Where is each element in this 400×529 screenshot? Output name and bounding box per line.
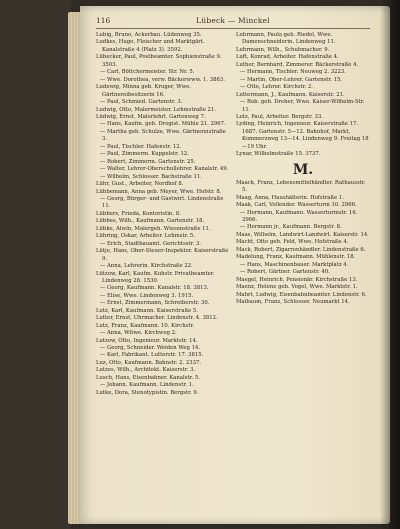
directory-entry: — Hermann jr., Kaufmann. Bergstr. 8. — [240, 224, 342, 231]
directory-entry: Macht, Otto geb. Feld, Wwe. Hofstraße 4. — [236, 239, 349, 246]
directory-entry: Lutz, Franz, Kaufmann. 10. Kirchstr. — [96, 322, 195, 329]
page-number: 116 — [96, 16, 111, 25]
directory-entry: Lusch, Hans, Eisenbahner. Kanalstr. 5. — [96, 374, 200, 381]
directory-entry: — Anna, Lehrerin. Kirchstraße 22. — [100, 263, 193, 270]
directory-entry: — Carl, Böttchermeister. Str. Nr. 5. — [100, 69, 195, 76]
directory-entry: — Martha geb. Schulze, Wwe. Gärtnereistraße 3. — [100, 128, 226, 143]
directory-entry: Lüdwig, Ernst, Malerlehrl. Gartenweg 7. — [96, 113, 206, 120]
directory-entry: Lyding, Heinrich, Ingenieur. Kaiserstraße 17. 1687. Gartenstr. 5—12. Bahnhof, Markt, Kommerzweg 13—14. Lindenweg 9. Freitag 18—19 Uhr. — [236, 121, 369, 150]
directory-entry: — Walter, Lehrer-Oberschullehrer. Kanalstr. 49. — [100, 166, 229, 173]
directory-entry: — Hans, Kaufm. geb. Drogist. Mühle 21. 2967. — [100, 121, 226, 128]
directory-entry: Madelung, Franz, Kaufmann. Mühlenstr. 18. — [236, 254, 356, 261]
directory-entry: — Ernst, Zimmermann, Schreiberstr. 30. — [100, 300, 210, 307]
directory-entry: Lübbers, Frieda, Kontoristin. 8. — [96, 210, 181, 217]
directory-entry: Maenz, Helene geb. Vogel, Wwe. Marktstr. 1. — [236, 284, 358, 291]
directory-entry: Luhrmann, Wilh., Schuhmacher. 9. — [236, 46, 330, 53]
directory-entry: — Georg, Schneider. Weiden Weg 14. — [100, 345, 201, 352]
directory-entry: Maak, Carl, Vollender. Wasserturm 10. 2966. — [236, 202, 357, 209]
directory-entry: Lutzow, Otto, Ingenieur. Marktstr. 14. — [96, 337, 198, 344]
directory-entry: — Anna, Witwe. Kirchweg 2. — [100, 330, 177, 337]
directory-entry: Mahrt, Ludwig, Eisenbahnbeamter. Lindenstr. 6. — [236, 291, 367, 298]
directory-entry: Luz, Otto, Kaufmann. Bahnstr. 2. 2337. — [96, 359, 202, 366]
right-column-bottom-entries — [236, 180, 370, 307]
directory-entry: Mack, Robert, Zigarrenhändler. Lindenstraße 6. — [236, 246, 366, 253]
left-column — [96, 32, 230, 520]
directory-entry: Lübbes, Wilh., Kaufmann. Gartenstr. 18. — [96, 218, 205, 225]
directory-entry: — Wilhelm, Schlosser. Bachstraße 11. — [100, 173, 202, 180]
directory-entry: — Georg, Kaufmann. Kanalstr. 18. 3813. — [100, 285, 209, 292]
directory-entry: Maibaum, Franz, Schlosser. Neumarkt 14. — [236, 298, 350, 305]
directory-entry: Luft, Konrad, Arbeiter. Hafenstraße 4. — [236, 54, 339, 61]
directory-entry: — Elise, Wwe. Lindenweg 3. 1915. — [100, 292, 194, 299]
directory-entry: Ludkes, Hugo, Fleischer und Marktgärt. Kanalstraße 4 (Platz 3). 3592. — [96, 39, 205, 53]
directory-entry: Lütje, Hans, Ober-Steuer-Inspektor. Kaiserstraße 9. — [96, 248, 229, 262]
page-edges — [68, 12, 80, 524]
directory-entry: — Georg, Bürger- und Gastwirt. Lindenstraße 11. — [100, 195, 224, 210]
directory-entry: Lützow, Karl, Kaufm. Kuhstr. Privatbeamter. Lindenweg 28. 1530. — [96, 270, 215, 284]
directory-entry: Lutke, Dora, Stenotypistin. Bergstr. 9. — [96, 389, 199, 396]
directory-entry: — Robert, Zimmerm. Gartenstr. 25. — [100, 158, 196, 165]
directory-entry: — Wwe. Dorothea, verw. Bäckerwww. 1. 3863. — [100, 76, 225, 83]
directory-entry: — Hermann, Tischler. Neuweg 2. 3223. — [240, 69, 346, 76]
running-head: Lübeck — Minckel — [196, 16, 270, 25]
directory-entry: Ludewig, Minna geb. Kruger, Wwe. Gärtnereibesitzerin 16. — [96, 84, 192, 98]
directory-entry: — Hans, Maschinenbauer. Marktplatz 4. — [240, 261, 349, 268]
header-rule — [96, 28, 370, 29]
directory-entry: Luttermann, J., Kaufmann. Kaiserstr. 21. — [236, 91, 345, 98]
directory-page — [80, 6, 390, 524]
directory-entry: — Paul, Schmied. Gartenstr. 3. — [100, 99, 183, 106]
directory-entry: — Martin, Ober-Lehrer. Gartenstr. 15. — [240, 76, 343, 83]
directory-entry: Lynar, Wilhelmstraße 15. 3737. — [236, 151, 321, 158]
directory-entry: Lubig, Bruno, Ackerbau. Lüdenweg 35. — [96, 32, 202, 38]
right-column-top-entries — [236, 32, 370, 159]
section-letter: M. — [292, 161, 314, 178]
directory-entry: Lühring, Oskar, Arbeiter. Lehmstr. 5. — [96, 233, 195, 240]
directory-entry: Ludwig, Otto, Malermeister. Lehmstraße 21. — [96, 106, 216, 113]
directory-entry: — Rob. geb. Dreher, Wwe. Kaiser-Wilhelm-Str. 11. — [240, 99, 365, 113]
directory-entry: Maegel, Heinrich, Pensionär. Kirchstraße 13. — [236, 276, 358, 283]
directory-entry: — Karl, Fabrikant. Lutterstr. 17. 3815. — [100, 352, 204, 359]
directory-entry: Maag, Anna, Haushälterin. Hofstraße 1. — [236, 194, 344, 201]
directory-entry: — Otto, Lehrer. Kirchstr. 2. — [240, 84, 313, 91]
directory-entry: — Paul, Tischler. Hafenstr. 12. — [100, 143, 182, 150]
directory-entry: Lühr, Gust., Arbeiter, Nordhof 8. — [96, 181, 184, 188]
directory-entry: — Hermann, Kaufmann. Wasserturmstr. 16. 2966. — [240, 209, 358, 223]
directory-entry: — Paul, Zimmerm. Kuppelstr. 12. — [100, 151, 189, 158]
directory-entry: Lutzes, Wilh., Architekt. Kaiserstr. 3. — [96, 367, 196, 374]
directory-entry: — Erich, Stadtbauamt. Gerichtsstr. 3. — [100, 240, 201, 247]
directory-entry: — Robert, Gärtner. Gartenstr. 40. — [240, 269, 330, 276]
directory-entry: Lübke, Alwin, Malergeh. Wiesenstraße 11. — [96, 225, 211, 232]
directory-entry: Lutter, Ernst, Uhrmacher. Lindenstr. 4. 3812. — [96, 315, 218, 322]
directory-entry: Lübecker, Paul, Postbeamter. Sophienstraße 9. 3503. — [96, 54, 222, 68]
directory-entry: Lübbemann, Anna geb. Meyer, Wwe. Hofstr. 8. — [96, 188, 222, 195]
directory-entry: Luther, Bernhard, Zimmerer. Bäckerstraße 4. — [236, 61, 359, 68]
directory-entry: Luhrmann, Paula geb. Riedel, Wwe. Damenschneiderin. Lindenweg 11. — [236, 32, 336, 46]
directory-entry: Lutz, Karl, Kaufmann. Kaiserstraße 5. — [96, 307, 198, 314]
directory-entry: — Johann, Kaufmann. Lindenstr. 1. — [100, 382, 194, 389]
page-header — [96, 14, 370, 28]
directory-entry: Maas, Wilhelm, Landwirt-Landwirt. Kaiserstr. 14. — [236, 231, 369, 238]
right-column — [236, 32, 370, 520]
directory-entry: Maack, Franz, Lebensmittelhändler. Rathausstr. 5. — [236, 179, 366, 194]
page-shadow — [380, 0, 400, 529]
directory-entry: Lutz, Paul, Arbeiter. Bergstr. 33. — [236, 113, 323, 120]
